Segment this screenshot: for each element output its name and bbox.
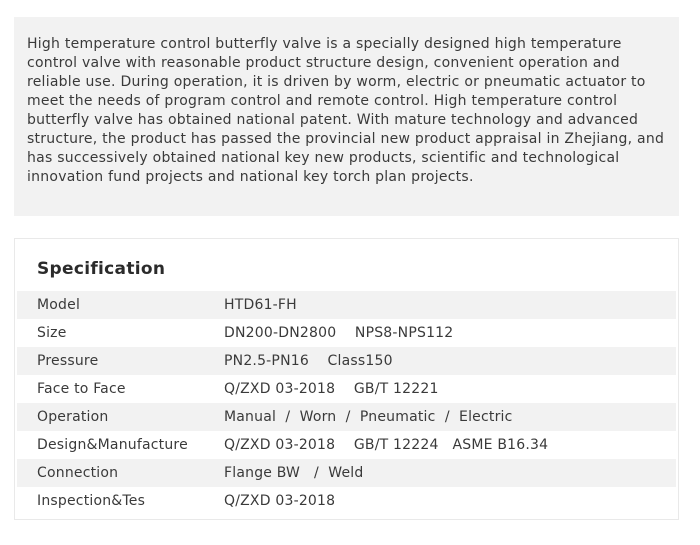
spec-value: Flange BW / Weld [224,465,364,481]
spec-value: Q/ZXD 03-2018 GB/T 12221 [224,381,439,397]
spec-value: Q/ZXD 03-2018 [224,493,336,509]
spec-label: Connection [37,465,119,481]
spec-value: Q/ZXD 03-2018 GB/T 12224 ASME B16.34 [224,437,549,453]
spec-row-connection [17,459,676,487]
intro-text: High temperature control butterfly valve is a specially designed high temperature control valve with reasonable product structure design, convenient operation and reliable use. During operation, it is driven by worm, electric or pneumatic actuator to meet the needs of program control and remote control. High temperature control butterfly valve has obtained national patent. With mature technology and advanced structure, the product has passed the provincial new product appraisal in Zhejiang, and has successively obtained national key new products, scientific and technological innovation fund projects and national key torch plan projects. [27,36,665,185]
spec-label: Inspection&Tes [37,493,146,509]
spec-label: Face to Face [37,381,126,397]
spec-row-inspection [17,487,676,515]
spec-row-design-manufacture [17,431,676,459]
spec-row-face-to-face [17,375,676,403]
intro-panel [14,17,679,216]
spec-label: Model [37,297,81,313]
spec-row-operation [17,403,676,431]
spec-value: DN200-DN2800 NPS8-NPS112 [224,325,454,341]
spec-table [17,291,676,515]
spec-label: Size [37,325,67,341]
spec-row-pressure [17,347,676,375]
spec-value: PN2.5-PN16 Class150 [224,353,393,369]
spec-value: Manual / Worn / Pneumatic / Electric [224,409,513,425]
spec-value: HTD61-FH [224,297,297,313]
spec-row-model [17,291,676,319]
spec-label: Operation [37,409,109,425]
spec-row-size [17,319,676,347]
spec-label: Design&Manufacture [37,437,188,453]
specification-panel [14,238,679,520]
spec-title: Specification [37,259,166,279]
spec-label: Pressure [37,353,99,369]
